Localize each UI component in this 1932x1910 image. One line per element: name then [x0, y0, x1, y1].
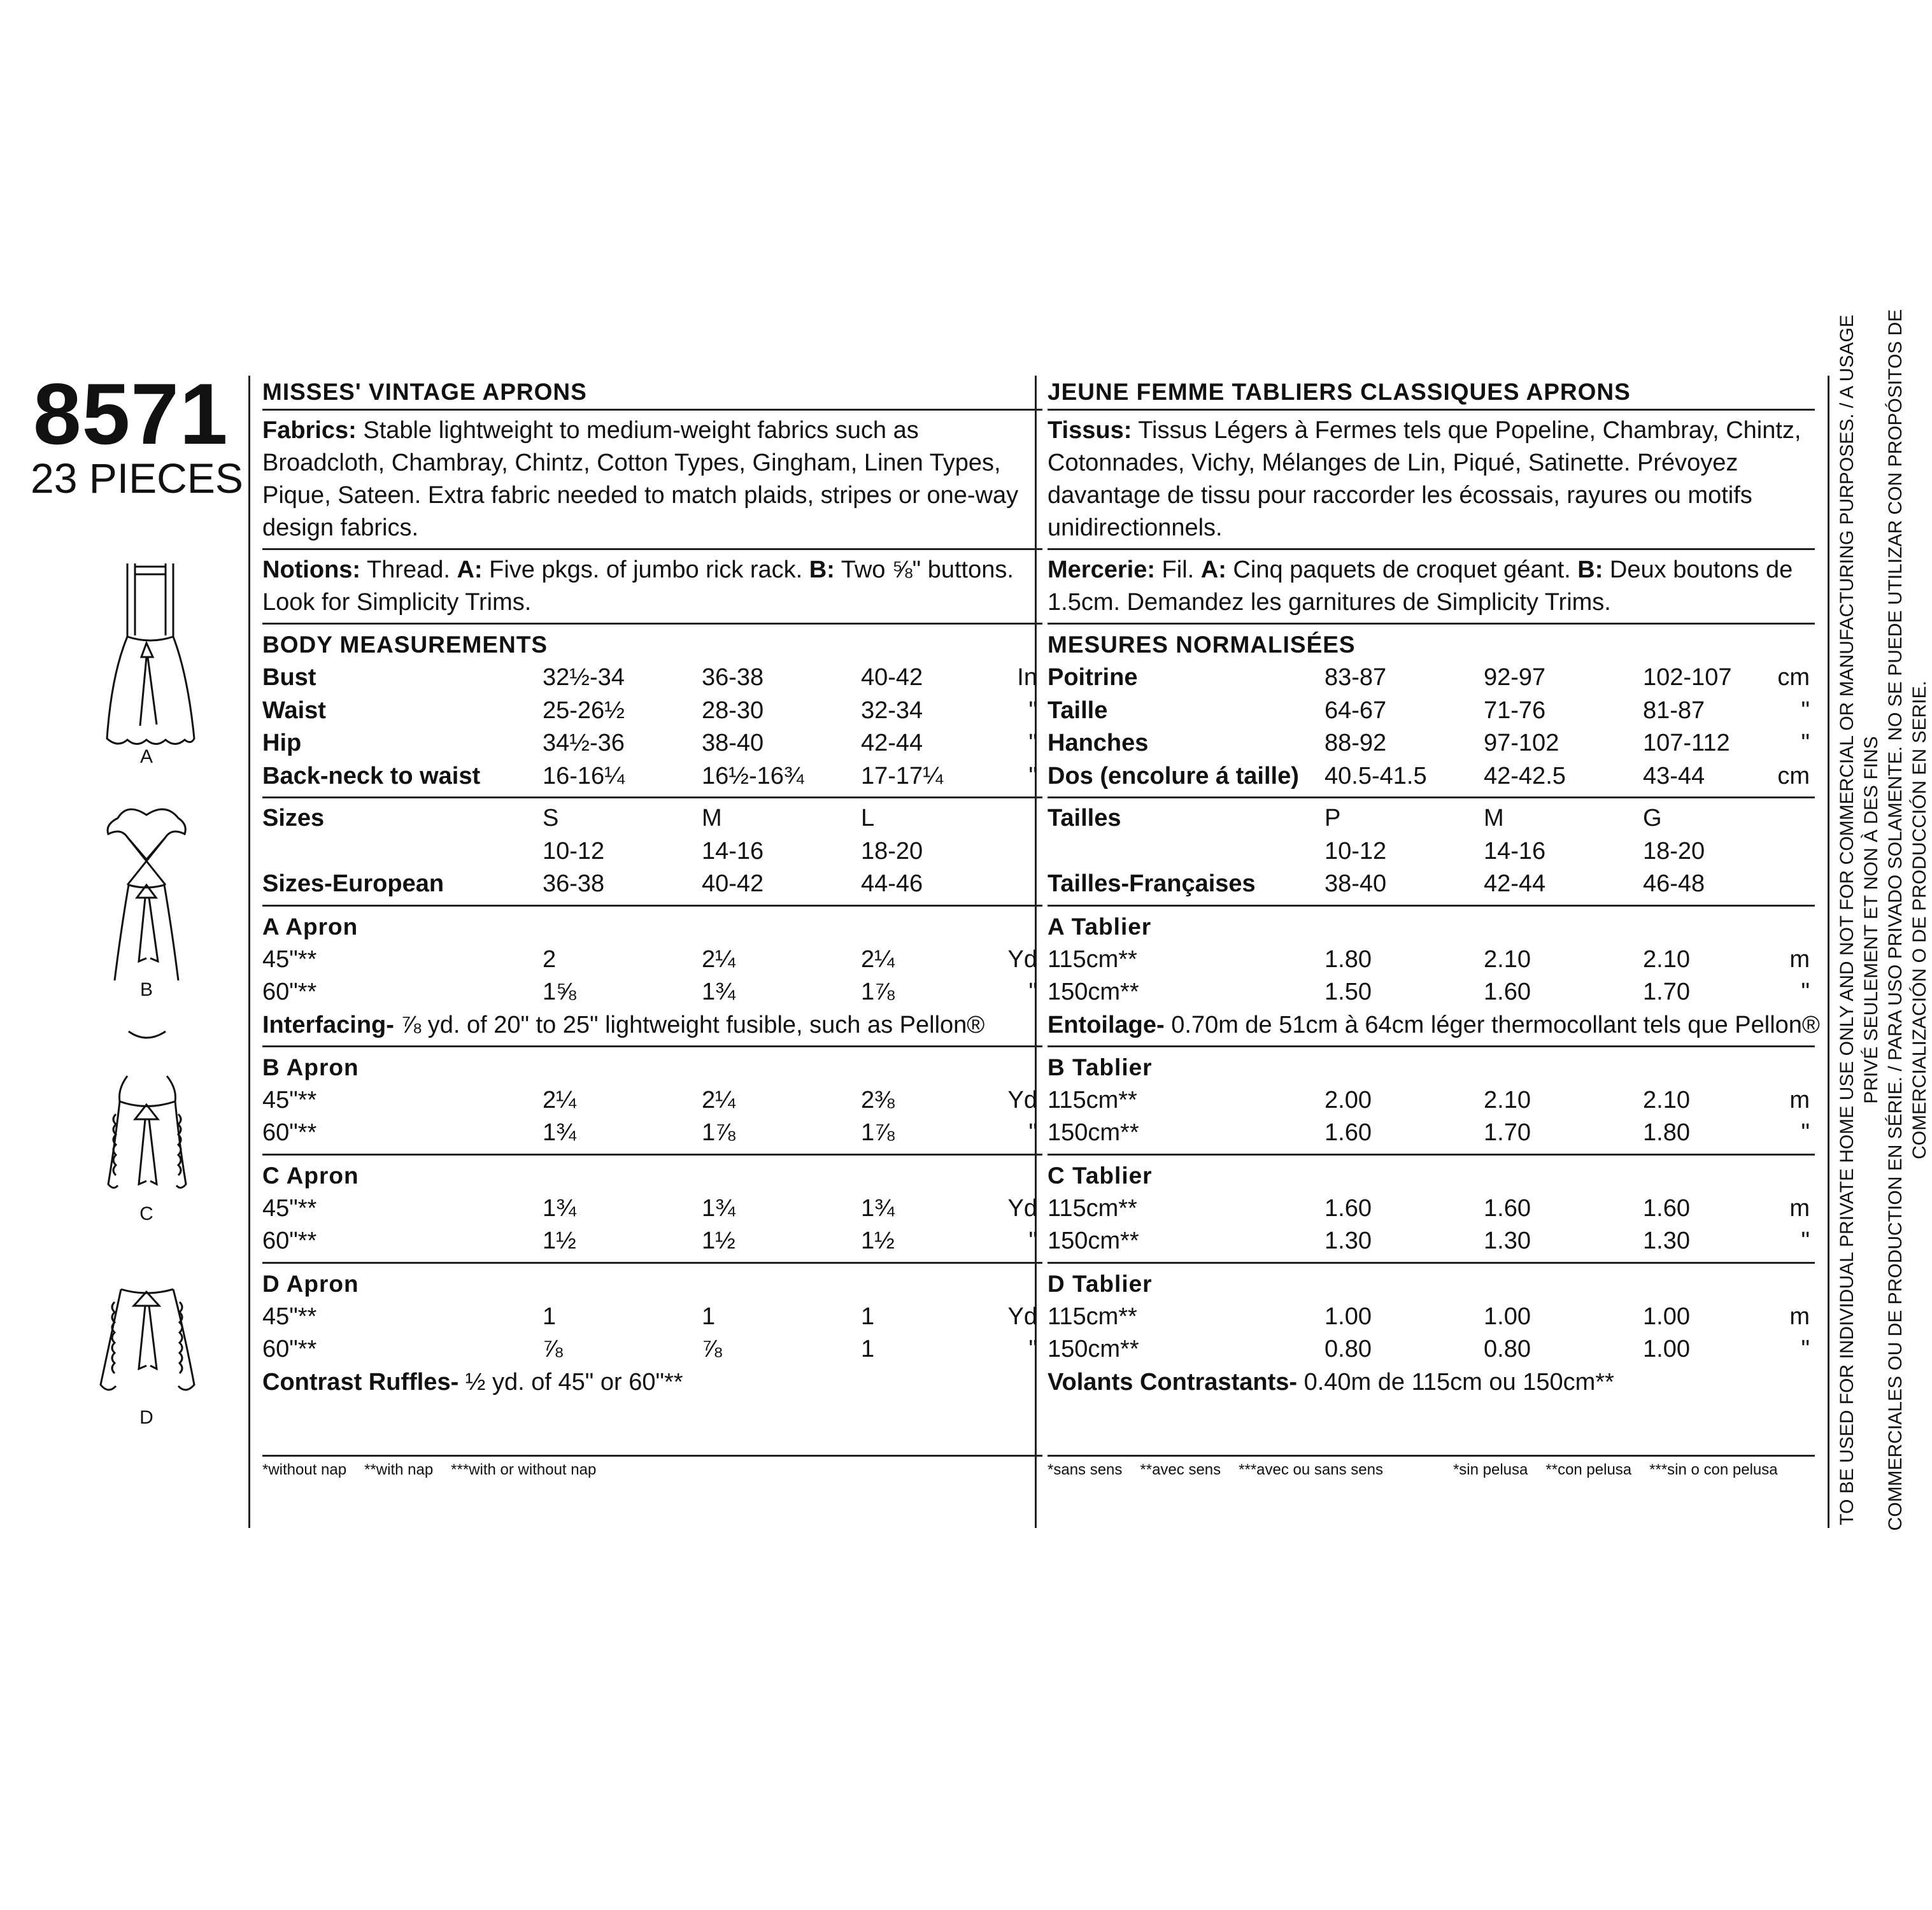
ruffles-label: Volants Contrastants-: [1048, 1368, 1298, 1396]
value-cell: 40-42: [861, 664, 923, 691]
table-row: [262, 760, 1042, 793]
yardage-table: [1048, 1192, 1815, 1258]
value-cell: 46-48: [1643, 870, 1705, 897]
body-measurements: [1048, 625, 1815, 796]
apron-c-icon: [83, 1019, 210, 1210]
row-label: 45"**: [262, 1303, 317, 1330]
table-row: [1048, 695, 1815, 728]
section-heading: JEUNE FEMME TABLIERS CLASSIQUES APRONS: [1048, 379, 1631, 405]
french-column: [1048, 376, 1820, 1481]
value-cell: 102-107: [1643, 664, 1732, 691]
table-row: [262, 1333, 1042, 1366]
unit-cell: [1764, 868, 1815, 901]
value-cell: 32-34: [861, 697, 923, 724]
value-cell: G: [1643, 805, 1662, 831]
row-label: Back-neck to waist: [262, 762, 481, 789]
view-title: D Apron: [262, 1270, 359, 1297]
value-cell: 18-20: [861, 837, 923, 865]
value-cell: 42-44: [1484, 870, 1546, 897]
view-d-yardage: [262, 1264, 1042, 1455]
unit-cell: [1764, 802, 1815, 835]
value-cell: 44-46: [861, 870, 923, 897]
unit-cell: [988, 868, 1042, 901]
value-cell: M: [1484, 805, 1504, 831]
row-label: 150cm**: [1048, 979, 1139, 1005]
table-row: [262, 944, 1042, 977]
row-label: [1048, 835, 1325, 868]
table-row: [262, 802, 1042, 835]
value-cell: 2.10: [1643, 1086, 1690, 1114]
notions-text: Deux boutons de 1.5cm. Demandez les garnitures de Simplicity Trims.: [1048, 556, 1793, 616]
interfacing-label: Interfacing-: [262, 1011, 394, 1038]
value-cell: 2¼: [702, 945, 735, 973]
row-label: Bust: [262, 664, 316, 691]
unit-cell: [988, 835, 1042, 868]
value-cell: 2¼: [702, 1086, 735, 1114]
value-cell: S: [543, 805, 559, 831]
view-a-yardage: [262, 907, 1042, 1045]
footnote: *sans sens: [1048, 1461, 1123, 1478]
yardage-table: [262, 1301, 1042, 1366]
fabrics-label: Tissus:: [1048, 417, 1132, 444]
value-cell: 2.00: [1325, 1086, 1372, 1114]
table-row: [262, 1301, 1042, 1334]
value-cell: 18-20: [1643, 837, 1705, 865]
view-letter: B: [139, 979, 153, 1000]
unit-cell: ": [1028, 1336, 1037, 1362]
row-label: Dos (encolure á taille): [1048, 762, 1299, 789]
interfacing-line: [1048, 1009, 1820, 1042]
row-label: 60"**: [262, 1119, 317, 1146]
value-cell: 1.30: [1643, 1227, 1690, 1254]
measurements-table: [1048, 661, 1815, 793]
value-cell: 1½: [702, 1227, 735, 1254]
yardage-table: [1048, 1301, 1815, 1366]
interfacing-text: ⅞ yd. of 20" to 25" lightweight fusible, such as Pellon®: [394, 1011, 985, 1038]
value-cell: 1¾: [861, 1194, 895, 1222]
value-cell: 107-112: [1643, 730, 1730, 756]
value-cell: 1.70: [1643, 979, 1690, 1005]
notions-label: Notions:: [262, 556, 361, 583]
value-cell: 43-44: [1643, 762, 1705, 789]
yardage-table: [1048, 944, 1815, 1009]
notions-label: Mercerie:: [1048, 556, 1155, 583]
ruffles-line: [1048, 1366, 1815, 1399]
table-row: [1048, 661, 1815, 695]
unit-cell: Yd: [1007, 1303, 1037, 1330]
value-cell: 32½-34: [543, 664, 625, 691]
table-row: [1048, 802, 1815, 835]
view-title: A Tablier: [1048, 913, 1152, 940]
table-row: [262, 1084, 1042, 1117]
unit-cell: ": [1028, 979, 1037, 1005]
value-cell: 16½-16¾: [702, 762, 804, 789]
view-c-yardage: [262, 1156, 1042, 1262]
notions-text: Thread.: [360, 556, 457, 583]
value-cell: 1: [861, 1336, 875, 1362]
view-letter: C: [139, 1203, 153, 1224]
value-cell: 25-26½: [543, 697, 625, 724]
row-label: Taille: [1048, 697, 1108, 724]
unit-cell: ": [1801, 730, 1810, 756]
unit-cell: Yd: [1007, 1194, 1037, 1222]
sizes: [1048, 798, 1815, 905]
section-heading: MISSES' VINTAGE APRONS: [262, 379, 587, 405]
unit-cell: cm: [1777, 762, 1810, 789]
unit-cell: ": [1028, 1119, 1037, 1146]
row-label: 115cm**: [1048, 945, 1137, 973]
footnote: ***with or without nap: [451, 1461, 597, 1478]
interfacing-text: 0.70m de 51cm à 64cm léger thermocollant tels que Pellon®: [1164, 1011, 1820, 1038]
notions-text: Five pkgs. of jumbo rick rack.: [482, 556, 809, 583]
table-row: [1048, 835, 1815, 868]
table-row: [1048, 868, 1815, 901]
value-cell: 28-30: [702, 697, 764, 724]
value-cell: ⅞: [702, 1336, 722, 1362]
sizes-table: [1048, 802, 1815, 901]
row-label: 60"**: [262, 1336, 317, 1362]
view-title: C Tablier: [1048, 1162, 1153, 1189]
table-row: [1048, 1117, 1815, 1150]
unit-cell: Yd: [1007, 945, 1037, 973]
row-label: 150cm**: [1048, 1227, 1139, 1254]
yardage-table: [262, 1192, 1042, 1258]
row-label: Hip: [262, 730, 302, 756]
unit-cell: ": [1801, 1336, 1810, 1362]
view-c-yardage: [1048, 1156, 1815, 1262]
row-label: 60"**: [262, 1227, 317, 1254]
section-title: MESURES NORMALISÉES: [1048, 632, 1356, 658]
row-label: Sizes: [262, 805, 325, 831]
value-cell: 1.50: [1325, 979, 1372, 1005]
unit-cell: m: [1789, 1303, 1810, 1330]
fabrics-text: Stable lightweight to medium-weight fabrics such as Broadcloth, Chambray, Chintz, Cotton Types, Gingham, Linen Types, Pique, Sateen. Extra fabric needed to match plaids, stripes or one-way design fabrics.: [262, 417, 1019, 541]
view-d: [83, 1264, 210, 1455]
row-label: Hanches: [1048, 730, 1149, 756]
row-label: Waist: [262, 697, 326, 724]
footnote: ***sin o con pelusa: [1649, 1461, 1778, 1478]
yardage-table: [262, 944, 1042, 1009]
value-cell: 1¾: [543, 1119, 576, 1146]
value-cell: 1⅞: [861, 979, 895, 1005]
table-row: [262, 1225, 1042, 1258]
value-cell: 1½: [861, 1227, 895, 1254]
value-cell: 2.10: [1484, 1086, 1531, 1114]
value-cell: 2.10: [1484, 945, 1531, 973]
value-cell: 1.60: [1484, 979, 1531, 1005]
english-column: [262, 376, 1042, 1481]
interfacing-line: [262, 1009, 1042, 1042]
value-cell: 1.00: [1325, 1303, 1372, 1330]
view-title: B Apron: [262, 1054, 359, 1080]
value-cell: 1⅞: [702, 1119, 735, 1146]
row-label: Tailles: [1048, 805, 1121, 831]
unit-cell: ": [1028, 762, 1037, 789]
unit-cell: ": [1801, 697, 1810, 724]
fabrics-label: Fabrics:: [262, 417, 357, 444]
value-cell: 1⅝: [543, 979, 576, 1005]
table-row: [1048, 944, 1815, 977]
column-divider: [248, 376, 250, 1528]
interfacing-label: Entoilage-: [1048, 1011, 1165, 1038]
value-cell: 97-102: [1484, 730, 1559, 756]
row-label: Poitrine: [1048, 664, 1138, 691]
table-row: [262, 976, 1042, 1009]
value-cell: M: [702, 805, 722, 831]
view-c: [83, 1019, 210, 1224]
view-d-yardage: [1048, 1264, 1815, 1455]
ruffles-text: ½ yd. of 45" or 60"**: [458, 1368, 683, 1396]
value-cell: L: [861, 805, 875, 831]
table-row: [262, 661, 1042, 695]
value-cell: 16-16¼: [543, 762, 625, 789]
view-ref: B:: [809, 556, 835, 583]
view-title: D Tablier: [1048, 1270, 1153, 1297]
unit-cell: [1764, 835, 1815, 868]
measurements-table: [262, 661, 1042, 793]
row-label: 45"**: [262, 945, 317, 973]
row-label: 150cm**: [1048, 1119, 1139, 1146]
value-cell: ⅞: [543, 1336, 563, 1362]
value-cell: 42-44: [861, 730, 923, 756]
value-cell: 1¾: [702, 979, 735, 1005]
unit-cell: [988, 802, 1042, 835]
value-cell: 17-17¼: [861, 762, 943, 789]
value-cell: 1.80: [1643, 1119, 1690, 1146]
ruffles-label: Contrast Ruffles-: [262, 1368, 459, 1396]
value-cell: 2: [543, 945, 557, 973]
value-cell: 1.60: [1643, 1194, 1690, 1222]
value-cell: 1⅞: [861, 1119, 895, 1146]
value-cell: 1¾: [543, 1194, 576, 1222]
value-cell: 10-12: [543, 837, 605, 865]
value-cell: 1: [861, 1303, 875, 1330]
value-cell: 71-76: [1484, 697, 1546, 724]
row-label: 150cm**: [1048, 1336, 1139, 1362]
notions-paragraph: [1048, 550, 1815, 623]
row-label: 45"**: [262, 1194, 317, 1222]
row-label: 60"**: [262, 979, 317, 1005]
footnote: **with nap: [364, 1461, 434, 1478]
apron-b-icon: [83, 789, 210, 980]
value-cell: 88-92: [1325, 730, 1387, 756]
unit-cell: m: [1789, 945, 1810, 973]
view-b-yardage: [262, 1047, 1042, 1154]
table-row: [262, 835, 1042, 868]
value-cell: 1.60: [1325, 1194, 1372, 1222]
apron-a-icon: [83, 560, 210, 751]
unit-cell: ": [1801, 1227, 1810, 1254]
view-letter: D: [139, 1407, 153, 1428]
value-cell: 1: [702, 1303, 716, 1330]
value-cell: 38-40: [1325, 870, 1387, 897]
disclaimer-line: TO BE USED FOR INDIVIDUAL PRIVATE HOME USE ONLY AND NOT FOR COMMERCIAL OR MANUFACTURING PURPOSES. / A USAGE PRIVÉ SEULEMENT ET NON À DES FINS: [1836, 315, 1882, 1525]
footnote: **avec sens: [1140, 1461, 1221, 1478]
view-title: B Tablier: [1048, 1054, 1153, 1080]
footnote: **con pelusa: [1545, 1461, 1632, 1478]
row-label: 115cm**: [1048, 1194, 1137, 1222]
unit-cell: ": [1801, 1119, 1810, 1146]
footnote: *sin pelusa: [1453, 1461, 1528, 1478]
value-cell: P: [1325, 805, 1341, 831]
disclaimer-line: COMMERCIALES OU DE PRODUCTION EN SÉRIE. / PARA USO PRIVADO SOLAMENTE. NO SE PUEDE UTILIZAR CON PROPÓSITOS DE COMERCIALIZACIÓN O DE PRODUCCIÓN EN SERIE.: [1885, 309, 1930, 1531]
value-cell: 83-87: [1325, 664, 1387, 691]
value-cell: 1¾: [702, 1194, 735, 1222]
table-row: [1048, 1084, 1815, 1117]
value-cell: 38-40: [702, 730, 764, 756]
notions-text: Fil.: [1154, 556, 1201, 583]
row-label: Sizes-European: [262, 870, 444, 897]
table-row: [262, 868, 1042, 901]
table-row: [1048, 1225, 1815, 1258]
value-cell: 2.10: [1643, 945, 1690, 973]
value-cell: 14-16: [1484, 837, 1546, 865]
column-divider: [1828, 376, 1829, 1528]
unit-cell: cm: [1777, 664, 1810, 691]
unit-cell: ": [1028, 1227, 1037, 1254]
unit-cell: ": [1801, 979, 1810, 1005]
value-cell: 34½-36: [543, 730, 625, 756]
view-ref: A:: [457, 556, 483, 583]
pieces-count: 23 PIECES: [31, 455, 243, 502]
value-cell: 42-42.5: [1484, 762, 1566, 789]
unit-cell: ": [1028, 697, 1037, 724]
table-row: [1048, 1301, 1815, 1334]
ruffles-text: 0.40m de 115cm ou 150cm**: [1297, 1368, 1614, 1396]
value-cell: 40-42: [702, 870, 764, 897]
table-row: [1048, 727, 1815, 760]
value-cell: 1.00: [1484, 1303, 1531, 1330]
table-row: [1048, 1333, 1815, 1366]
view-title: C Apron: [262, 1162, 359, 1189]
value-cell: 1.60: [1484, 1194, 1531, 1222]
value-cell: 2¼: [543, 1086, 576, 1114]
footnote: ***avec ou sans sens: [1239, 1461, 1383, 1478]
table-row: [1048, 760, 1815, 793]
table-row: [1048, 976, 1815, 1009]
unit-cell: In: [1017, 664, 1037, 691]
view-title: A Apron: [262, 913, 359, 940]
sizes-table: [262, 802, 1042, 901]
footnote: *without nap: [262, 1461, 347, 1478]
fabrics-paragraph: [262, 411, 1042, 548]
notions-paragraph: [262, 550, 1042, 623]
table-row: [262, 1117, 1042, 1150]
value-cell: 1.30: [1484, 1227, 1531, 1254]
unit-cell: m: [1789, 1086, 1810, 1114]
value-cell: 1.00: [1643, 1303, 1690, 1330]
row-label: 45"**: [262, 1086, 317, 1114]
value-cell: 14-16: [702, 837, 764, 865]
table-row: [262, 727, 1042, 760]
value-cell: 0.80: [1484, 1336, 1531, 1362]
unit-cell: ": [1028, 730, 1037, 756]
value-cell: 92-97: [1484, 664, 1546, 691]
value-cell: 1.60: [1325, 1119, 1372, 1146]
value-cell: 0.80: [1325, 1336, 1372, 1362]
view-ref: A:: [1200, 556, 1226, 583]
row-label: Tailles-Françaises: [1048, 870, 1256, 897]
view-letter: A: [139, 746, 153, 767]
view-b: [83, 789, 210, 1000]
value-cell: 64-67: [1325, 697, 1387, 724]
usage-disclaimer: [1835, 296, 1930, 1544]
notions-text: Two ⅝" buttons. Look for Simplicity Trims.: [262, 556, 1014, 616]
table-row: [1048, 1192, 1815, 1226]
value-cell: 1.70: [1484, 1119, 1531, 1146]
value-cell: 1.80: [1325, 945, 1372, 973]
body-measurements: [262, 625, 1042, 796]
ruffles-line: [262, 1366, 1042, 1399]
value-cell: 1: [543, 1303, 557, 1330]
yardage-table: [262, 1084, 1042, 1150]
fabrics-text: Tissus Légers à Fermes tels que Popeline, Chambray, Chintz, Cotonnades, Vichy, Mélanges de Lin, Piqué, Satinette. Prévoyez davantage de tissu pour raccorder les écossais, rayures ou motifs unidirectionnels.: [1048, 417, 1801, 541]
value-cell: 2¼: [861, 945, 895, 973]
fabrics-paragraph: [1048, 411, 1815, 548]
value-cell: 10-12: [1325, 837, 1387, 865]
row-label: [262, 835, 543, 868]
sizes: [262, 798, 1042, 905]
yardage-table: [1048, 1084, 1815, 1150]
value-cell: 1½: [543, 1227, 576, 1254]
table-row: [262, 1192, 1042, 1226]
value-cell: 81-87: [1643, 697, 1705, 724]
pattern-number: 8571: [33, 365, 229, 462]
view-ref: B:: [1577, 556, 1603, 583]
value-cell: 40.5-41.5: [1325, 762, 1427, 789]
table-row: [262, 695, 1042, 728]
view-a: [83, 560, 210, 767]
view-a-yardage: [1048, 907, 1820, 1045]
row-label: 115cm**: [1048, 1086, 1137, 1114]
section-title: BODY MEASUREMENTS: [262, 632, 548, 658]
view-b-yardage: [1048, 1047, 1815, 1154]
row-label: 115cm**: [1048, 1303, 1137, 1330]
value-cell: 2⅜: [861, 1086, 895, 1114]
value-cell: 1.00: [1643, 1336, 1690, 1362]
footnotes: [1048, 1457, 1815, 1481]
value-cell: 36-38: [543, 870, 605, 897]
notions-text: Cinq paquets de croquet géant.: [1226, 556, 1578, 583]
footnotes: [262, 1457, 1042, 1481]
unit-cell: m: [1789, 1194, 1810, 1222]
value-cell: 1.30: [1325, 1227, 1372, 1254]
unit-cell: Yd: [1007, 1086, 1037, 1114]
value-cell: 36-38: [702, 664, 764, 691]
